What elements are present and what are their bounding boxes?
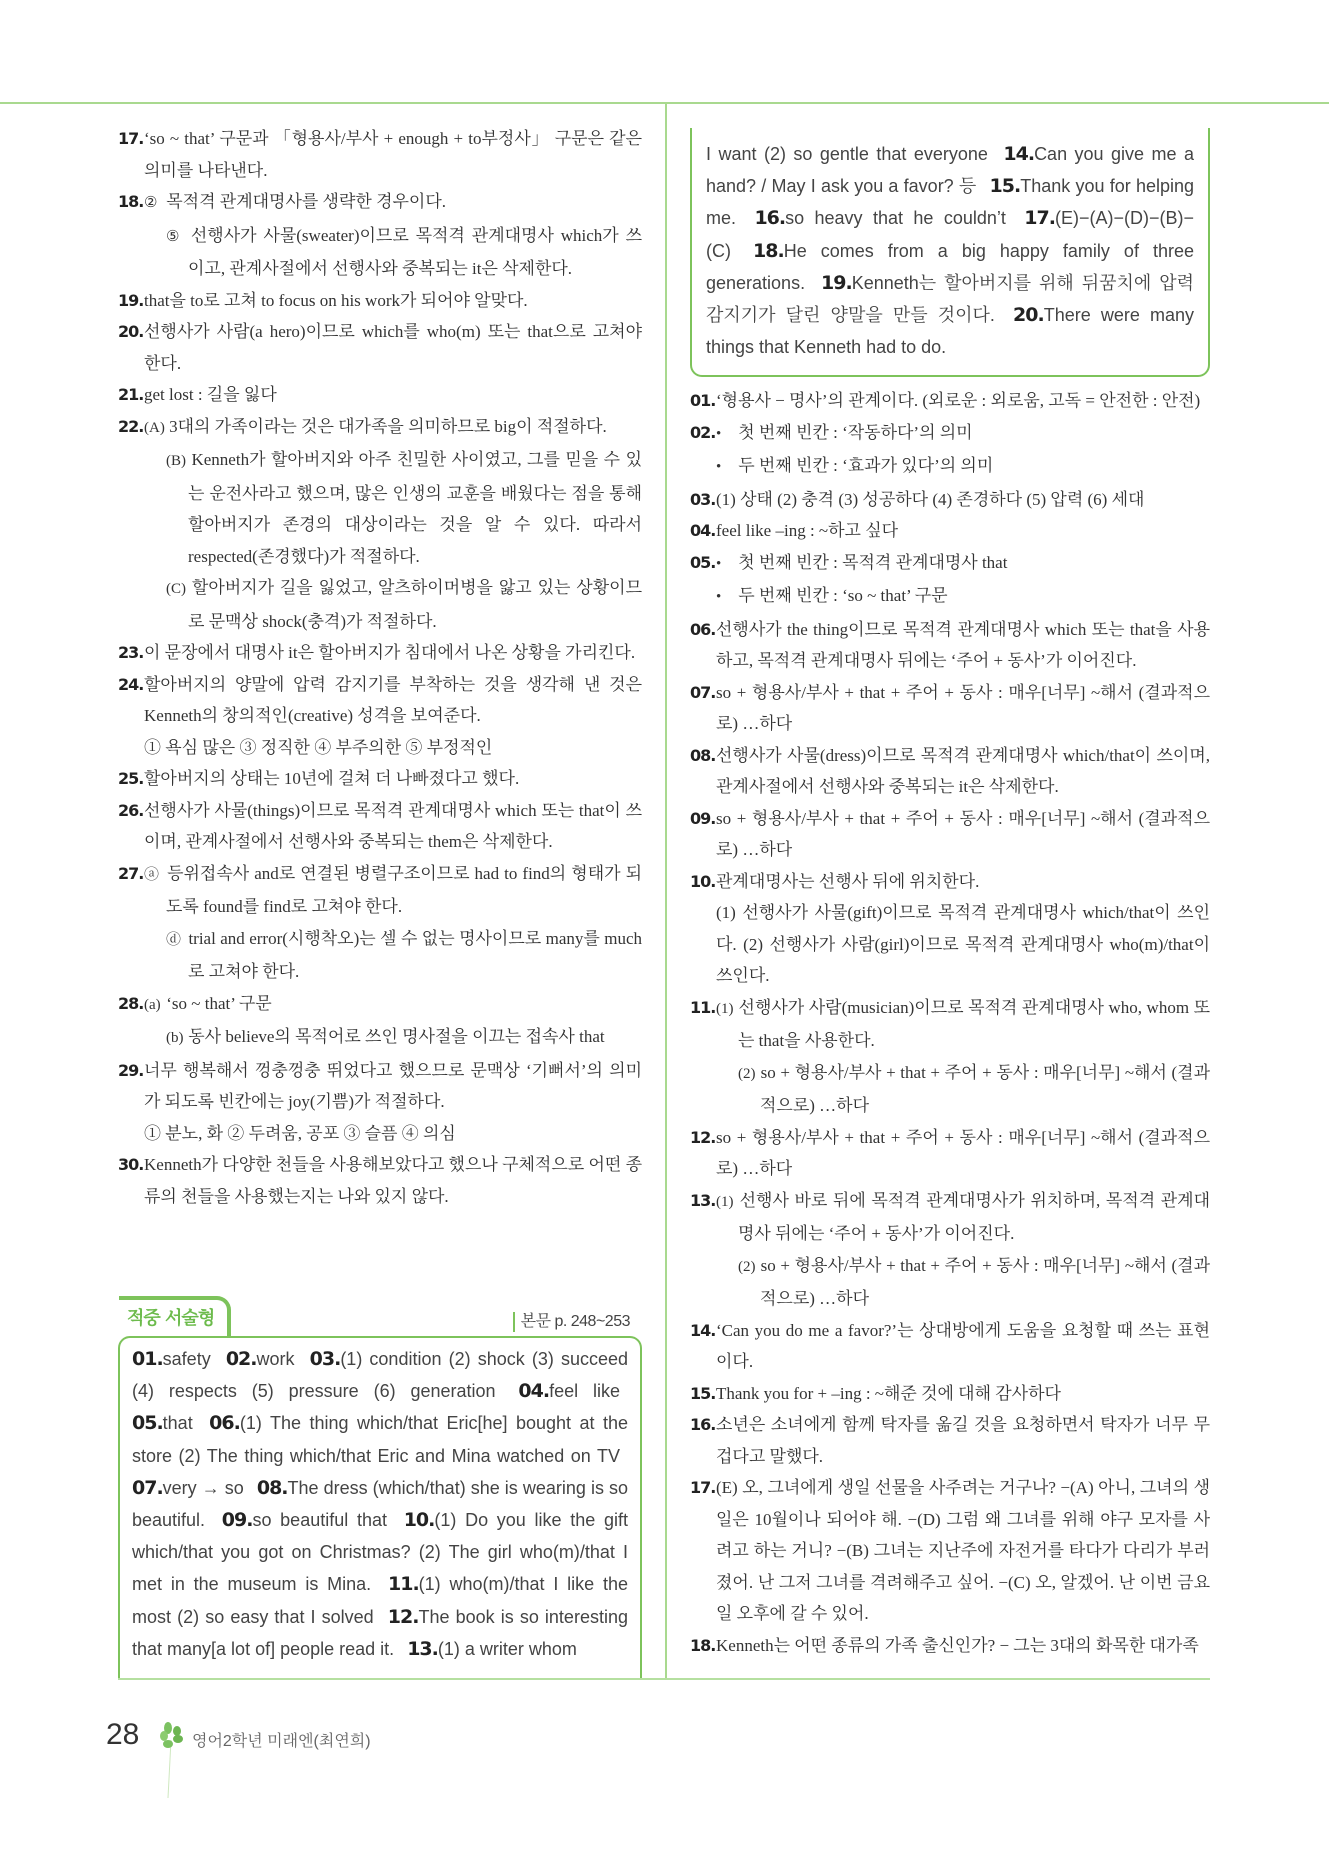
answer-item bbox=[118, 858, 642, 988]
answer-text: (1) 선행사가 사물(gift)이므로 목적격 관계대명사 which/that이 쓰인다. (2) 선행사가 사람(girl)이므로 목적격 관계대명사 who(m)/that이 쓰인다. bbox=[716, 903, 1210, 986]
answer-item bbox=[690, 547, 1210, 614]
answer-marker: ⓐ bbox=[144, 866, 160, 883]
boxed-answer bbox=[132, 1478, 244, 1498]
boxed-answer-text: work bbox=[256, 1349, 295, 1369]
answer-explanation bbox=[716, 417, 1210, 451]
boxed-answer bbox=[132, 1413, 193, 1433]
left-column bbox=[118, 104, 642, 1678]
answer-explanation bbox=[144, 572, 642, 637]
boxed-answer bbox=[754, 208, 1005, 228]
answer-item bbox=[690, 1185, 1210, 1315]
answer-text: so + 형용사/부사 + that + 주어 + 동사 : 매우[너무] ~해서 (결과적으로) …하다 bbox=[760, 1255, 1210, 1309]
boxed-answer-text: The dress (which/that) she is wearing is so beautiful. bbox=[132, 1477, 628, 1531]
answer-explanation bbox=[716, 484, 1210, 516]
answer-explanation bbox=[716, 1315, 1210, 1378]
boxed-answer-text: very → so bbox=[162, 1477, 244, 1498]
answer-number: 08. bbox=[690, 745, 716, 765]
answer-marker: (2) bbox=[738, 1065, 756, 1082]
answer-explanation bbox=[144, 1118, 642, 1150]
answer-item bbox=[690, 515, 1210, 547]
answer-marker: ⑤ bbox=[166, 228, 180, 245]
boxed-answer-text: Kenneth는 할아버지를 위해 뒤꿈치에 압력 감지기가 달린 양말을 만들 것이다. bbox=[706, 272, 1194, 326]
boxed-answer-number: 05. bbox=[132, 1412, 163, 1435]
answer-number: 21. bbox=[118, 385, 144, 404]
answer-explanation bbox=[716, 897, 1210, 992]
answer-text: 두 번째 빈칸 : ‘효과가 있다’의 의미 bbox=[738, 456, 994, 476]
answer-item bbox=[690, 866, 1210, 992]
book-title: 영어2학년 미래엔(최연희) bbox=[192, 1733, 371, 1751]
answer-marker: ⓓ bbox=[166, 931, 182, 948]
answer-item bbox=[118, 285, 642, 317]
answer-item bbox=[690, 385, 1210, 417]
answer-number: 20. bbox=[118, 322, 144, 341]
answer-marker: (B) bbox=[166, 453, 186, 469]
answer-explanation bbox=[144, 763, 642, 795]
answer-item bbox=[118, 379, 642, 411]
answer-number: 30. bbox=[118, 1155, 144, 1174]
boxed-answer bbox=[518, 1381, 620, 1401]
boxed-answer-number: 15. bbox=[989, 175, 1021, 198]
answer-explanation bbox=[716, 1378, 1210, 1410]
answer-text: 첫 번째 빈칸 : 목적격 관계대명사 that bbox=[738, 552, 1008, 572]
answer-explanation bbox=[716, 580, 1210, 614]
answer-item bbox=[118, 988, 642, 1055]
answer-explanation bbox=[144, 732, 642, 764]
answer-text: ‘Can you do me a favor?’는 상대방에게 도움을 요청할 때 쓰는 표현이다. bbox=[716, 1320, 1210, 1372]
answer-number: 05. bbox=[690, 552, 716, 572]
boxed-answer-number: 11. bbox=[388, 1573, 419, 1596]
answer-text: 선행사 바로 뒤에 목적격 관계대명사가 위치하며, 목적격 관계대명사 뒤에는 ‘주어 + 동사’가 이어진다. bbox=[738, 1190, 1211, 1244]
section-header bbox=[118, 1296, 642, 1336]
answer-number: 14. bbox=[690, 1320, 716, 1340]
answer-explanation bbox=[716, 1185, 1210, 1250]
answer-item bbox=[690, 614, 1210, 677]
boxed-answer-text: Thank you for helping me. bbox=[706, 176, 1194, 229]
boxed-answer-number: 13. bbox=[407, 1637, 438, 1660]
boxed-answer bbox=[132, 1413, 628, 1465]
answer-text: 3대의 가족이라는 것은 대가족을 의미하므로 big이 적절하다. bbox=[169, 416, 607, 436]
answer-number: 13. bbox=[690, 1190, 716, 1210]
answer-number: 28. bbox=[118, 993, 144, 1013]
answer-explanation bbox=[716, 1630, 1210, 1662]
answer-item bbox=[690, 1630, 1210, 1662]
answer-item bbox=[118, 669, 642, 764]
boxed-answer-number: 14. bbox=[1003, 143, 1035, 165]
answer-text: Kenneth는 어떤 종류의 가족 출신인가? − 그는 3대의 화목한 대가족 bbox=[716, 1635, 1199, 1655]
answer-explanation bbox=[144, 1149, 642, 1212]
boxed-answer-number: 16. bbox=[754, 207, 786, 230]
page-footer bbox=[0, 1680, 1329, 1798]
answer-explanation bbox=[144, 444, 642, 572]
answer-item bbox=[690, 1315, 1210, 1378]
answer-item bbox=[118, 763, 642, 795]
answer-number: 27. bbox=[118, 863, 144, 883]
boxed-answer-number: 06. bbox=[209, 1412, 240, 1435]
answer-text: trial and error(시행착오)는 셀 수 없는 명사이므로 many를 much로 고쳐야 한다. bbox=[188, 928, 643, 981]
boxed-answer bbox=[706, 144, 988, 164]
answer-text: 동사 believe의 목적어로 쓰인 명사절을 이끄는 접속사 that bbox=[188, 1027, 605, 1046]
answer-item bbox=[690, 1409, 1210, 1472]
boxed-answer bbox=[222, 1510, 387, 1530]
boxed-answer-text: (1) Do you like the gift which/that you got on Christmas? (2) The girl who(m)/that I met in the museum is Mina. bbox=[132, 1510, 628, 1595]
answer-explanation bbox=[716, 547, 1210, 581]
answer-text: 목적격 관계대명사를 생략한 경우이다. bbox=[166, 192, 447, 211]
boxed-answer-text: (1) who(m)/that I like the most (2) so easy that I solved bbox=[132, 1574, 629, 1627]
boxed-answer-text: I want (2) so gentle that everyone bbox=[706, 144, 988, 164]
answer-number: 15. bbox=[690, 1383, 716, 1403]
right-answer-list bbox=[690, 385, 1210, 1661]
boxed-answer-text: There were many things that Kenneth had to do. bbox=[706, 305, 1194, 358]
right-column bbox=[665, 104, 1210, 1678]
boxed-answer-number: 09. bbox=[221, 1509, 253, 1532]
answer-number: 18. bbox=[690, 1635, 716, 1655]
answer-number: 04. bbox=[690, 521, 716, 541]
answer-text: 선행사가 사물(things)이므로 목적격 관계대명사 which 또는 that이 쓰이며, 관계사절에서 선행사와 중복되는 them은 삭제한다. bbox=[144, 800, 642, 851]
answer-item bbox=[690, 484, 1210, 516]
boxed-answer-number: 12. bbox=[387, 1605, 419, 1628]
answer-item bbox=[690, 1122, 1210, 1185]
answer-number: 06. bbox=[690, 619, 716, 639]
answer-text: 선행사가 사물(sweater)이므로 목적격 관계대명사 which가 쓰이고, 관계사절에서 선행사와 중복되는 it은 삭제한다. bbox=[188, 225, 642, 278]
answer-explanation bbox=[144, 285, 642, 317]
answer-text: 선행사가 사물(dress)이므로 목적격 관계대명사 which/that이 쓰이며, 관계사절에서 선행사와 중복되는 it은 삭제한다. bbox=[716, 745, 1210, 797]
answer-explanation bbox=[716, 1122, 1210, 1185]
answer-marker: • bbox=[716, 459, 722, 476]
descriptive-answers-box bbox=[118, 1336, 642, 1678]
answer-marker: (1) bbox=[716, 1193, 734, 1210]
answer-explanation bbox=[716, 803, 1210, 866]
answer-text: so + 형용사/부사 + that + 주어 + 동사 : 매우[너무] ~해서 (결과적으로) …하다 bbox=[760, 1062, 1210, 1116]
answer-text: Thank you for + –ing : ~해준 것에 대해 감사하다 bbox=[716, 1383, 1061, 1403]
answer-marker: • bbox=[716, 555, 722, 572]
answer-explanation bbox=[716, 1057, 1210, 1122]
answer-number: 02. bbox=[690, 422, 716, 442]
descriptive-answers-box-continued bbox=[690, 128, 1210, 377]
boxed-answer-number: 07. bbox=[132, 1476, 163, 1499]
answer-marker: • bbox=[716, 589, 722, 606]
answer-item bbox=[118, 123, 642, 186]
answer-marker: ② bbox=[144, 195, 158, 211]
answer-explanation bbox=[144, 637, 642, 669]
boxed-answer-number: 10. bbox=[403, 1509, 435, 1532]
answer-item bbox=[690, 740, 1210, 803]
answer-text: that을 to로 고쳐 to focus on his work가 되어야 알맞다. bbox=[144, 290, 528, 310]
answer-text: 할아버지가 길을 잃었고, 알츠하이머병을 앓고 있는 상황이므로 문맥상 shock(충격)가 적절하다. bbox=[188, 578, 642, 631]
boxed-answer-number: 03. bbox=[309, 1348, 341, 1370]
answer-item bbox=[690, 803, 1210, 866]
answer-number: 22. bbox=[118, 416, 144, 436]
answer-text: Kenneth가 다양한 천들을 사용해보았다고 했으나 구체적으로 어떤 종류의 천들을 사용했는지는 나와 있지 않다. bbox=[144, 1155, 642, 1206]
boxed-answer-text: He comes from a big happy family of three generations. bbox=[706, 240, 1194, 293]
answer-number: 16. bbox=[690, 1415, 716, 1435]
answer-number: 25. bbox=[118, 769, 144, 788]
answer-text: 첫 번째 빈칸 : ‘작동하다’의 의미 bbox=[738, 422, 973, 442]
answer-explanation bbox=[144, 123, 642, 186]
boxed-answer-text: (1) a writer whom bbox=[437, 1638, 577, 1659]
answer-explanation bbox=[144, 186, 642, 220]
section-tab bbox=[119, 1296, 231, 1336]
answer-text: so + 형용사/부사 + that + 주어 + 동사 : 매우[너무] ~해서 (결과적으로) …하다 bbox=[716, 1127, 1210, 1179]
answer-text: 선행사가 사람(a hero)이므로 which를 who(m) 또는 that으로 고쳐야 한다. bbox=[144, 322, 642, 373]
answer-number: 07. bbox=[690, 682, 716, 702]
boxed-answer-text: (1) condition (2) shock (3) succeed (4) respects (5) pressure (6) generation bbox=[132, 1349, 628, 1402]
answer-explanation bbox=[144, 411, 642, 445]
two-column-layout bbox=[0, 104, 1329, 1678]
boxed-answer-text: The book is so interesting that many[a lot of] people read it. bbox=[132, 1606, 628, 1659]
boxed-answer-number: 02. bbox=[225, 1348, 257, 1370]
answer-item bbox=[118, 186, 642, 285]
boxed-answer-number: 17. bbox=[1024, 207, 1055, 230]
answer-item bbox=[690, 677, 1210, 740]
boxed-answer-number: 20. bbox=[1013, 304, 1044, 327]
boxed-answer-text: so heavy that he couldn’t bbox=[785, 208, 1006, 229]
answer-explanation bbox=[716, 515, 1210, 547]
answer-explanation bbox=[144, 795, 642, 858]
answer-text: ‘형용사 − 명사’의 관계이다. (외로운 : 외로움, 고독 = 안전한 : 안전) bbox=[716, 391, 1201, 411]
answer-explanation bbox=[716, 866, 1210, 898]
answer-explanation bbox=[716, 740, 1210, 803]
answer-marker: (C) bbox=[166, 581, 186, 597]
answer-text: Kenneth가 할아버지와 아주 친밀한 사이였고, 그를 믿을 수 있는 운전사라고 했으며, 많은 인생의 교훈을 배웠다는 점을 통해 할아버지가 존경의 대상이라는 것을 알 수 있다. 따라서 respected(존경했다)가 적절하다. bbox=[188, 450, 643, 566]
boxed-answer-number: 18. bbox=[753, 239, 784, 262]
answer-explanation bbox=[716, 385, 1210, 417]
answer-number: 12. bbox=[690, 1127, 716, 1147]
page-number: 28 bbox=[106, 1718, 140, 1752]
boxed-answer-number: 01. bbox=[132, 1348, 163, 1370]
answer-text: 소년은 소녀에게 함께 탁자를 옮길 것을 요청하면서 탁자가 너무 무겁다고 말했다. bbox=[716, 1415, 1210, 1466]
boxed-answer-text: (E)−(A)−(D)−(B)−(C) bbox=[706, 208, 1194, 261]
answer-item bbox=[690, 992, 1210, 1122]
leaf-logo-icon bbox=[156, 1722, 186, 1798]
boxed-answer-text: safety bbox=[162, 1349, 211, 1369]
answer-text: 관계대명사는 선행사 뒤에 위치한다. bbox=[716, 871, 980, 891]
answer-item bbox=[118, 795, 642, 858]
answer-text: 할아버지의 양말에 압력 감지기를 부착하는 것을 생각해 낸 것은 Kenneth의 창의적인(creative) 성격을 보여준다. bbox=[144, 674, 642, 725]
answer-explanation bbox=[716, 1472, 1210, 1630]
boxed-answer-number: 04. bbox=[518, 1380, 550, 1403]
answer-number: 17. bbox=[690, 1478, 716, 1498]
answer-marker: (1) bbox=[716, 1000, 734, 1017]
answer-text: 선행사가 사람(musician)이므로 목적격 관계대명사 who, whom 또는 that을 사용한다. bbox=[738, 997, 1210, 1051]
answer-number: 29. bbox=[118, 1060, 144, 1080]
answer-number: 10. bbox=[690, 871, 716, 891]
answer-number: 23. bbox=[118, 643, 144, 662]
answer-text: (E) 오, 그녀에게 생일 선물을 사주려는 거구나? −(A) 아니, 그녀의 생일은 10월이나 되어야 해. −(D) 그럼 왜 그녀를 위해 야구 모자를 사려고 하는 거니? −(B) 그녀는 지난주에 자전거를 타다가 다리가 부러졌어. 난 그저 그녀를 격려해주고 싶어. −(C) 오, 알겠어. 난 이번 금요일 오후에 갈 수 있어. bbox=[716, 1478, 1210, 1624]
answer-item bbox=[118, 1055, 642, 1150]
section-title: 적중 서술형 bbox=[127, 1308, 215, 1329]
answer-number: 11. bbox=[690, 997, 716, 1017]
answer-item bbox=[690, 1472, 1210, 1630]
answer-item bbox=[690, 417, 1210, 484]
answer-text: 선행사가 the thing이므로 목적격 관계대명사 which 또는 that을 사용하고, 목적격 관계대명사 뒤에는 ‘주어 + 동사’가 이어진다. bbox=[716, 619, 1210, 671]
boxed-answer bbox=[407, 1639, 577, 1659]
answer-number: 24. bbox=[118, 674, 144, 694]
answer-explanation bbox=[144, 1021, 642, 1055]
answer-item bbox=[118, 1149, 642, 1212]
answer-number: 19. bbox=[118, 290, 144, 310]
answer-explanation bbox=[144, 988, 642, 1022]
answer-text: 등위접속사 and로 연결된 병렬구조이므로 had to find의 형태가 되도록 found를 find로 고쳐야 한다. bbox=[166, 863, 643, 916]
answer-explanation bbox=[144, 858, 642, 923]
answer-explanation bbox=[144, 669, 642, 732]
answer-text: 이 문장에서 대명사 it은 할아버지가 침대에서 나온 상황을 가리킨다. bbox=[144, 643, 636, 662]
section-reference: 본문 p. 248~253 bbox=[513, 1312, 630, 1332]
boxed-answer-number: 19. bbox=[821, 271, 852, 294]
answer-marker: (2) bbox=[738, 1258, 756, 1275]
answer-marker: (b) bbox=[166, 1030, 184, 1046]
answer-explanation bbox=[144, 220, 642, 285]
answer-marker: • bbox=[716, 425, 722, 442]
answer-explanation bbox=[716, 450, 1210, 484]
answer-number: 17. bbox=[118, 129, 144, 148]
left-answer-list bbox=[118, 123, 642, 1212]
answer-text: ‘so ~ that’ 구문과 「형용사/부사 + enough + to부정사」 구문은 같은 의미를 나타낸다. bbox=[144, 129, 642, 180]
boxed-answer bbox=[226, 1349, 295, 1369]
answer-number: 26. bbox=[118, 800, 144, 820]
answer-number: 09. bbox=[690, 808, 716, 828]
answer-text: 할아버지의 상태는 10년에 걸쳐 더 나빠졌다고 했다. bbox=[144, 769, 520, 788]
answer-marker: (a) bbox=[144, 996, 161, 1013]
answer-text: 너무 행복해서 껑충껑충 뛰었다고 했으므로 문맥상 ‘기뻐서’의 의미가 되도록 빈칸에는 joy(기쁨)가 적절하다. bbox=[144, 1060, 642, 1111]
answer-item bbox=[118, 316, 642, 379]
answer-explanation bbox=[716, 1409, 1210, 1472]
answer-item bbox=[690, 1378, 1210, 1410]
boxed-answer-number: 08. bbox=[256, 1476, 288, 1499]
answer-text: get lost : 길을 잃다 bbox=[144, 385, 277, 404]
boxed-answer-text: Can you give me a hand? / May I ask you a favor? 등 bbox=[706, 144, 1194, 197]
answer-explanation bbox=[144, 1055, 642, 1118]
answer-item bbox=[118, 411, 642, 638]
answer-explanation bbox=[144, 923, 642, 988]
boxed-answer-text: so beautiful that bbox=[252, 1510, 387, 1531]
boxed-answer bbox=[132, 1349, 211, 1369]
answer-text: so + 형용사/부사 + that + 주어 + 동사 : 매우[너무] ~해서 (결과적으로) …하다 bbox=[716, 808, 1210, 860]
answer-explanation bbox=[144, 379, 642, 411]
answer-text: ① 분노, 화 ② 두려움, 공포 ③ 슬픔 ④ 의심 bbox=[144, 1123, 456, 1143]
answer-text: 두 번째 빈칸 : ‘so ~ that’ 구문 bbox=[738, 586, 948, 606]
answer-text: ① 욕심 많은 ③ 정직한 ④ 부주의한 ⑤ 부정적인 bbox=[144, 737, 493, 757]
answer-text: (1) 상태 (2) 충격 (3) 성공하다 (4) 존경하다 (5) 압력 (6) 세대 bbox=[716, 489, 1145, 509]
boxed-answer-text: that bbox=[162, 1413, 193, 1434]
answer-number: 01. bbox=[690, 391, 716, 411]
boxed-answer-text: feel like bbox=[549, 1381, 621, 1402]
answer-text: feel like –ing : ~하고 싶다 bbox=[716, 521, 899, 541]
answer-explanation bbox=[716, 677, 1210, 740]
answer-explanation bbox=[716, 1250, 1210, 1315]
boxed-answer-text: (1) The thing which/that Eric[he] bought at the store (2) The thing which/that Eric and Mina watched on TV bbox=[132, 1413, 628, 1466]
answer-item bbox=[118, 637, 642, 669]
answer-number: 03. bbox=[690, 489, 716, 509]
answer-text: ‘so ~ that’ 구문 bbox=[166, 993, 272, 1013]
answer-number: 18. bbox=[118, 192, 144, 211]
answer-explanation bbox=[716, 614, 1210, 677]
answer-marker: (A) bbox=[144, 419, 165, 436]
answer-explanation bbox=[716, 992, 1210, 1057]
answer-text: so + 형용사/부사 + that + 주어 + 동사 : 매우[너무] ~해서 (결과적으로) …하다 bbox=[716, 682, 1210, 734]
answer-explanation bbox=[144, 316, 642, 379]
